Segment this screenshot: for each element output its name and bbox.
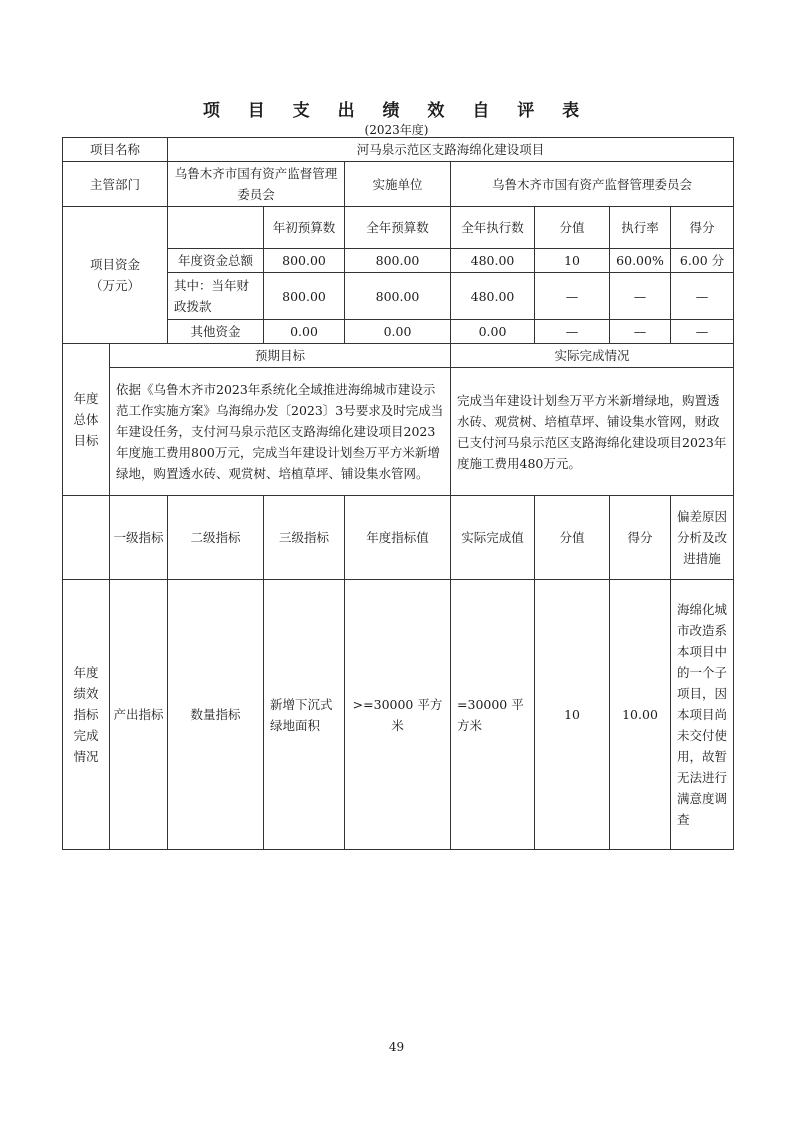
indicator-deviation: 海绵化城市改造系本项目中的一个子项目，因本项目尚未交付使用，故暂无法进行满意度调查 [671, 580, 734, 850]
indicator-target: >=30000 平方米 [345, 580, 451, 850]
indicator-header-score: 得分 [610, 496, 671, 580]
department-row [63, 162, 734, 207]
performance-table [62, 137, 734, 850]
project-name-label: 项目名称 [63, 138, 168, 162]
funds-initial-value: 0.00 [264, 320, 345, 344]
report-year: (2023年度) [364, 123, 429, 137]
goals-header-row [63, 344, 734, 368]
indicator-level1: 产出指标 [110, 580, 168, 850]
indicator-level2: 数量指标 [168, 580, 264, 850]
funds-initial-value: 800.00 [264, 249, 345, 273]
actual-result-text: 完成当年建设计划叁万平方米新增绿地，购置透水砖、观赏树、培植草坪、铺设集水管网，财政已支付河马泉示范区支路海绵化建设项目2023年度施工费用480万元。 [451, 368, 734, 496]
dept-label: 主管部门 [63, 162, 168, 207]
indicator-header-actual: 实际完成值 [451, 496, 535, 580]
funds-row-label: 年度资金总额 [168, 249, 264, 273]
indicator-header-score-value: 分值 [535, 496, 610, 580]
funds-header-annual: 全年预算数 [345, 207, 451, 249]
indicator-actual: =30000 平方米 [451, 580, 535, 850]
funds-header-exec-rate: 执行率 [610, 207, 671, 249]
page-number: 49 [388, 1040, 405, 1054]
actual-result-header: 实际完成情况 [451, 344, 734, 368]
indicator-row [63, 580, 734, 850]
funds-exec-rate: — [610, 273, 671, 320]
funds-row-label: 其中：当年财政拨款 [168, 273, 264, 320]
funds-executed-value: 480.00 [451, 249, 535, 273]
indicator-header-level3: 三级指标 [264, 496, 345, 580]
indicator-header-row [63, 496, 734, 580]
funds-header-score: 得分 [671, 207, 734, 249]
funds-label: 项目资金 （万元） [63, 207, 168, 344]
goals-content-row [63, 368, 734, 496]
funds-initial-value: 800.00 [264, 273, 345, 320]
project-name-value: 河马泉示范区支路海绵化建设项目 [168, 138, 734, 162]
expected-goal-header: 预期目标 [110, 344, 451, 368]
indicator-header-target: 年度指标值 [345, 496, 451, 580]
funds-row-label: 其他资金 [168, 320, 264, 344]
funds-score: — [671, 320, 734, 344]
funds-score-value: 10 [535, 249, 610, 273]
indicator-header-level2: 二级指标 [168, 496, 264, 580]
goals-label: 年度 总体 目标 [63, 344, 110, 496]
funds-header-row [63, 207, 734, 249]
funds-header-score-value: 分值 [535, 207, 610, 249]
funds-annual-value: 800.00 [345, 249, 451, 273]
indicator-level3: 新增下沉式绿地面积 [264, 580, 345, 850]
indicator-score-value: 10 [535, 580, 610, 850]
funds-exec-rate: 60.00% [610, 249, 671, 273]
funds-header-initial: 年初预算数 [264, 207, 345, 249]
funds-header-blank [168, 207, 264, 249]
indicator-score: 10.00 [610, 580, 671, 850]
funds-annual-value: 800.00 [345, 273, 451, 320]
dept-value: 乌鲁木齐市国有资产监督管理委员会 [168, 162, 345, 207]
funds-executed-value: 480.00 [451, 273, 535, 320]
project-name-row [63, 138, 734, 162]
impl-label: 实施单位 [345, 162, 451, 207]
funds-header-executed: 全年执行数 [451, 207, 535, 249]
funds-score-value: — [535, 320, 610, 344]
funds-annual-value: 0.00 [345, 320, 451, 344]
funds-exec-rate: — [610, 320, 671, 344]
funds-score: — [671, 273, 734, 320]
expected-goal-text: 依据《乌鲁木齐市2023年系统化全域推进海绵城市建设示范工作实施方案》乌海绵办发〔2023〕3号要求及时完成当年建设任务，支付河马泉示范区支路海绵化建设项目2023年度施工费用800万元，完成当年建设计划叁万平方米新增绿地，购置透水砖、观赏树、培植草坪、铺设集水管网。 [110, 368, 451, 496]
funds-score-value: — [535, 273, 610, 320]
report-title: 项 目 支 出 绩 效 自 评 表 [202, 101, 591, 121]
funds-score: 6.00 分 [671, 249, 734, 273]
indicators-label: 年度 绩效 指标 完成 情况 [63, 580, 110, 850]
indicator-header-deviation: 偏差原因分析及改进措施 [671, 496, 734, 580]
indicator-header-level1: 一级指标 [110, 496, 168, 580]
impl-value: 乌鲁木齐市国有资产监督管理委员会 [451, 162, 734, 207]
funds-executed-value: 0.00 [451, 320, 535, 344]
indicator-header-blank [63, 496, 110, 580]
